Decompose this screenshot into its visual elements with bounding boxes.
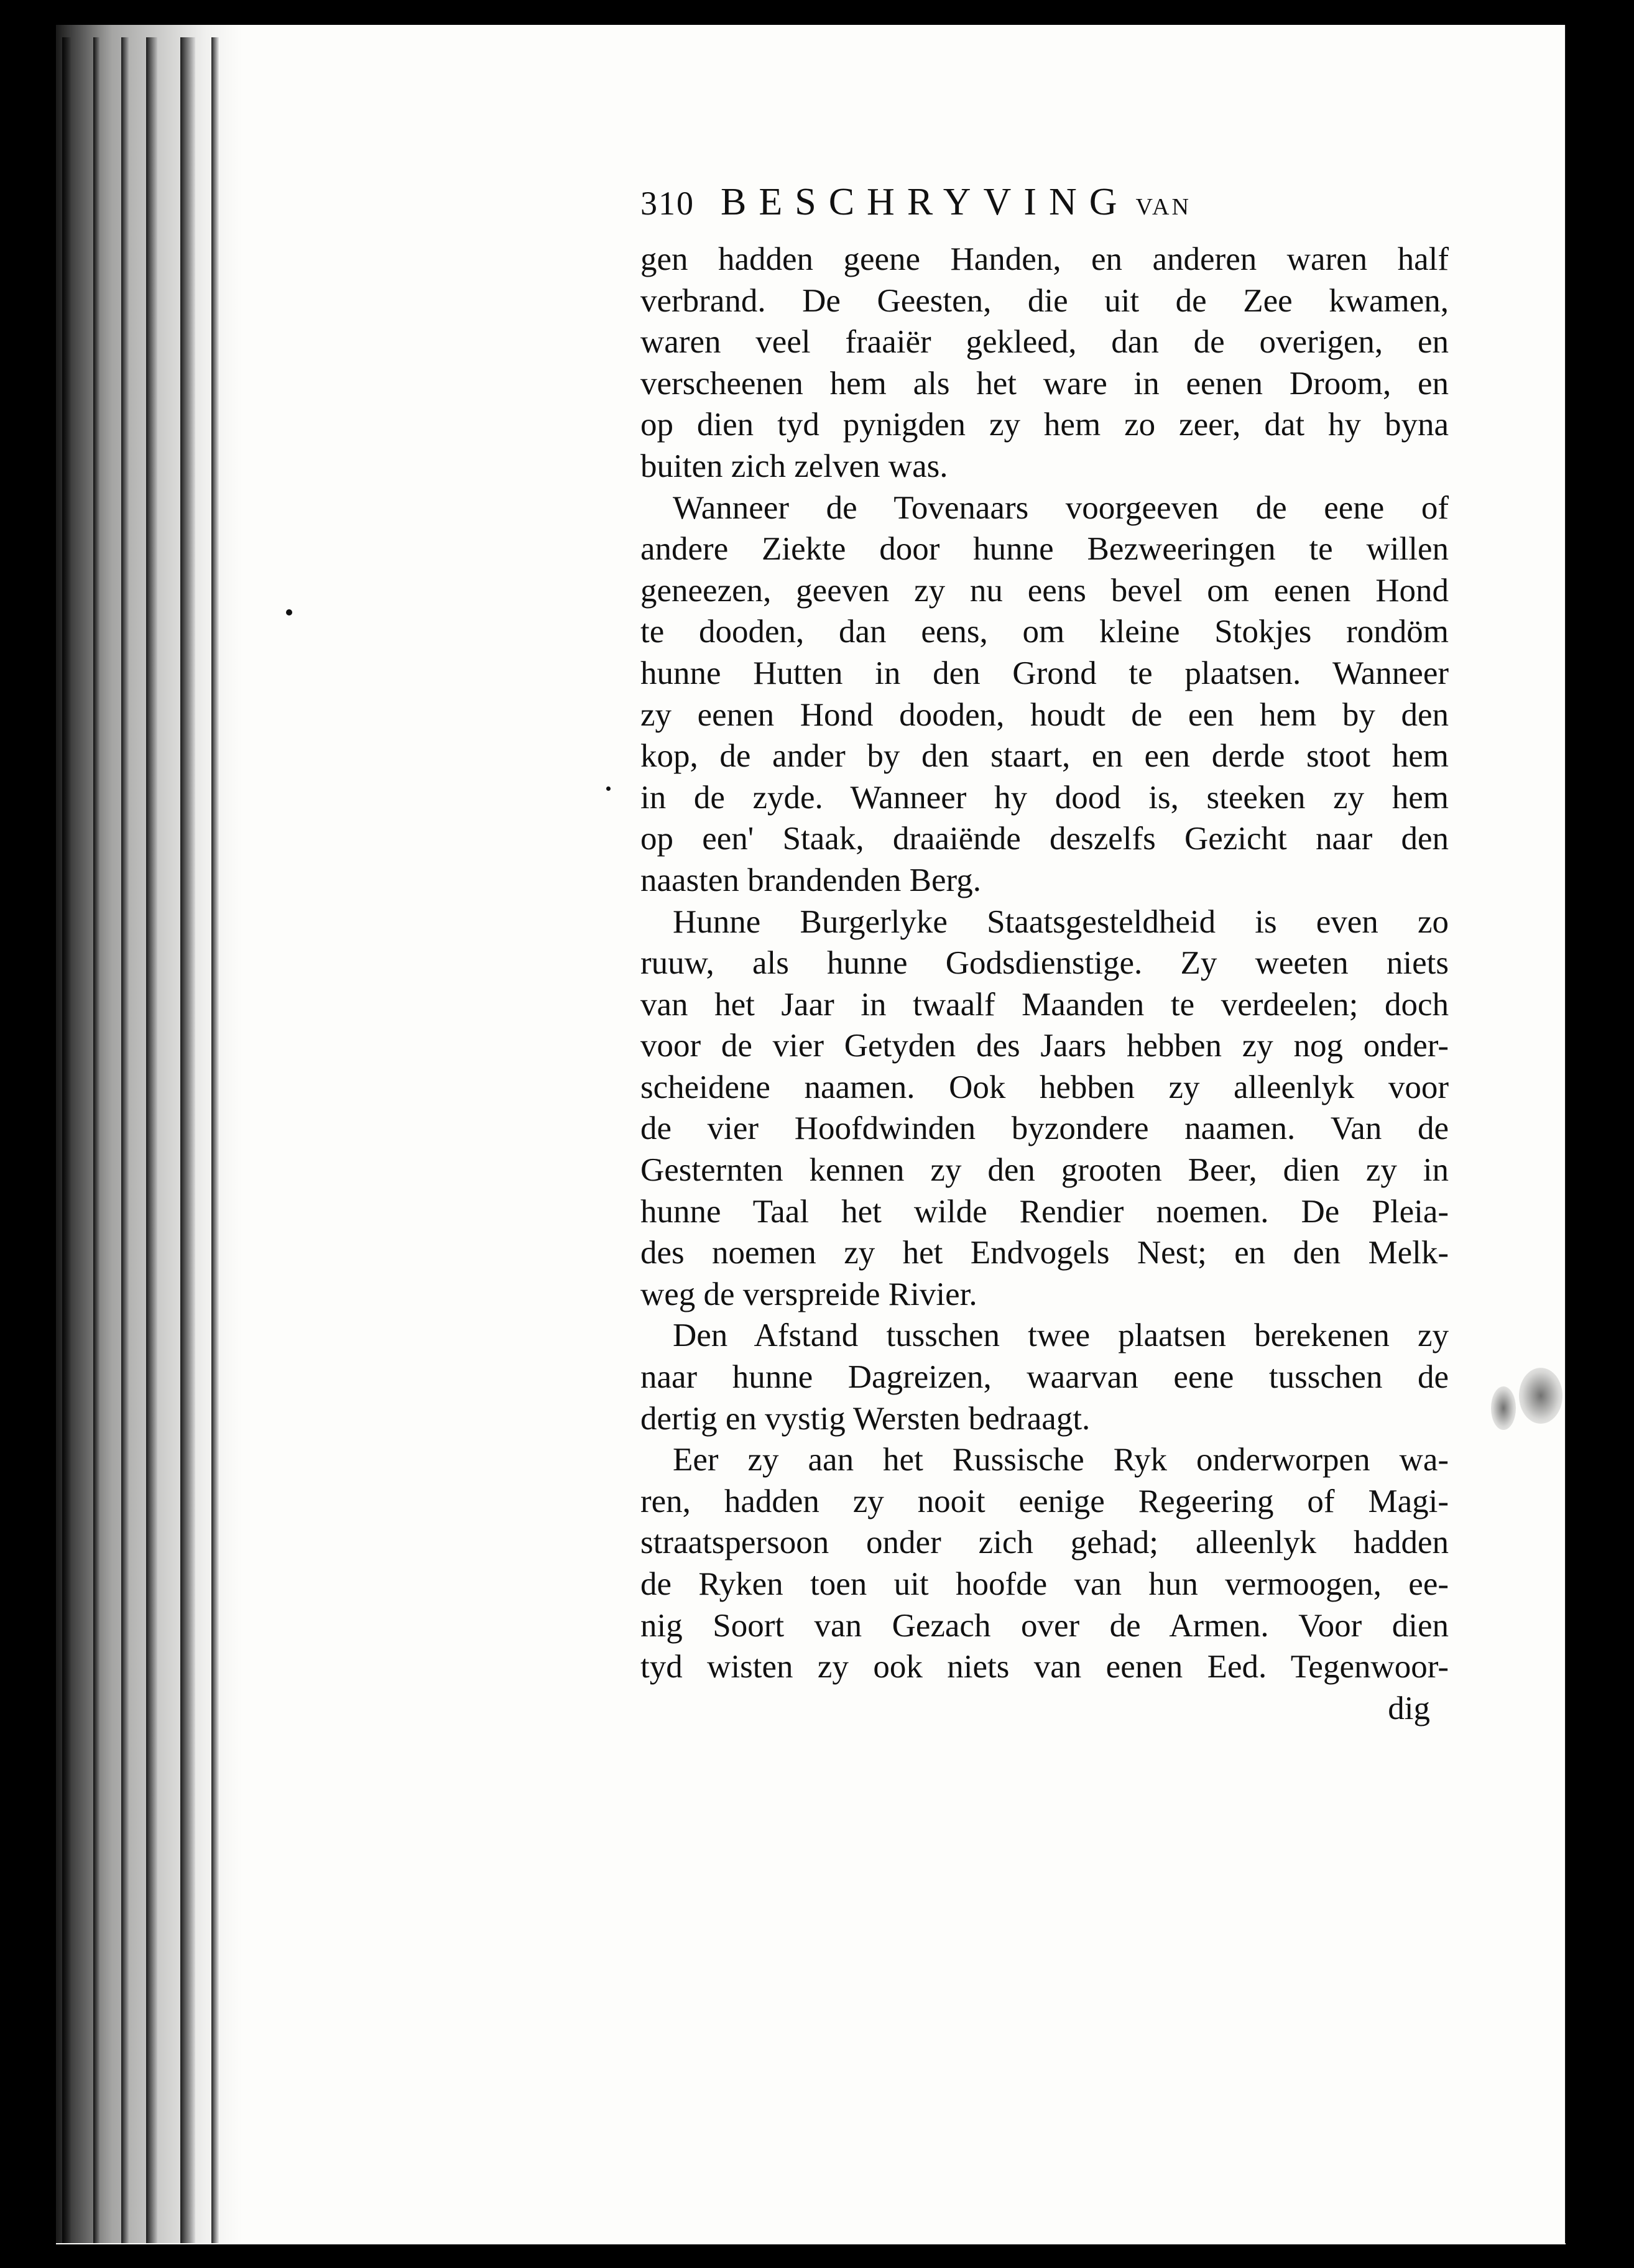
- text-line: straatspersoon onder zich gehad; alleenlyk hadden: [640, 1524, 1449, 1561]
- ink-bleed-spot: [1491, 1386, 1516, 1430]
- text-line: de vier Hoofdwinden byzondere naamen. Van de: [640, 1110, 1449, 1147]
- catchword: dig: [1388, 1690, 1430, 1726]
- text-line: te dooden, dan eens, om kleine Stokjes rondöm: [640, 614, 1449, 650]
- text-line: tyd wisten zy ook niets van eenen Eed. Tegenwoor-: [640, 1649, 1449, 1685]
- text-line: waren veel fraaiër gekleed, dan de overigen, en: [640, 324, 1449, 361]
- gutter-shadow: [56, 25, 242, 2243]
- text-line: gen hadden geene Handen, en anderen waren half: [640, 241, 1449, 277]
- text-line: Wanneer de Tovenaars voorgeeven de eene of: [673, 489, 1449, 526]
- text-line: verscheenen hem als het ware in eenen Droom, en: [640, 365, 1449, 402]
- text-line: Eer zy aan het Russische Ryk onderworpen wa-: [673, 1442, 1449, 1478]
- page-text: [640, 180, 1449, 1729]
- text-line: kop, de ander by den staart, en een derde stoot hem: [640, 738, 1449, 775]
- text-line: weg de verspreide Rivier.: [640, 1276, 977, 1312]
- text-line: Gesternten kennen zy den grooten Beer, dien zy in: [640, 1152, 1449, 1189]
- text-line: andere Ziekte door hunne Bezweeringen te willen: [640, 531, 1449, 568]
- text-line: nig Soort van Gezach over de Armen. Voor dien: [640, 1607, 1449, 1644]
- text-line: voor de vier Getyden des Jaars hebben zy nog onder-: [640, 1028, 1449, 1064]
- page-number: 310: [640, 185, 695, 222]
- text-line: hunne Hutten in den Grond te plaatsen. Wanneer: [640, 655, 1449, 691]
- text-line: naasten brandenden Berg.: [640, 862, 981, 898]
- text-line: zy eenen Hond dooden, houdt de een hem by den: [640, 696, 1449, 733]
- running-title: BESCHRYVING: [721, 181, 1130, 223]
- text-line: dertig en vystig Wersten bedraagt.: [640, 1400, 1091, 1437]
- text-line: op dien tyd pynigden zy hem zo zeer, dat hy byna: [640, 407, 1449, 443]
- running-title-van: VAN: [1135, 194, 1191, 220]
- text-line: van het Jaar in twaalf Maanden te verdeelen; doch: [640, 986, 1449, 1023]
- text-line: de Ryken toen uit hoofde van hun vermoogen, ee-: [640, 1566, 1449, 1602]
- text-line: Den Afstand tusschen twee plaatsen berekenen zy: [673, 1317, 1449, 1354]
- text-line: hunne Taal het wilde Rendier noemen. De Pleia-: [640, 1193, 1449, 1230]
- text-line: des noemen zy het Endvogels Nest; en den Melk-: [640, 1235, 1449, 1271]
- text-line: verbrand. De Geesten, die uit de Zee kwamen,: [640, 282, 1449, 319]
- ink-bleed-spot: [1519, 1368, 1562, 1424]
- text-line: scheidene naamen. Ook hebben zy alleenlyk voor: [640, 1069, 1449, 1105]
- text-line: in de zyde. Wanneer hy dood is, steeken zy hem: [640, 779, 1449, 816]
- margin-speck: [606, 786, 611, 791]
- scan-border-right: [1566, 0, 1634, 2268]
- margin-speck: [286, 609, 292, 615]
- text-line: op een' Staak, draaiënde deszelfs Gezicht naar den: [640, 821, 1449, 857]
- text-line: naar hunne Dagreizen, waarvan eene tusschen de: [640, 1359, 1449, 1396]
- text-line: geneezen, geeven zy nu eens bevel om eenen Hond: [640, 572, 1449, 609]
- text-line: ren, hadden zy nooit eenige Regeering of Magi-: [640, 1483, 1449, 1519]
- running-head: [640, 180, 1449, 230]
- text-line: buiten zich zelven was.: [640, 448, 948, 484]
- body-text: [640, 239, 1449, 1688]
- text-line: ruuw, als hunne Godsdienstige. Zy weeten niets: [640, 945, 1449, 982]
- text-line: Hunne Burgerlyke Staatsgesteldheid is even zo: [673, 903, 1449, 940]
